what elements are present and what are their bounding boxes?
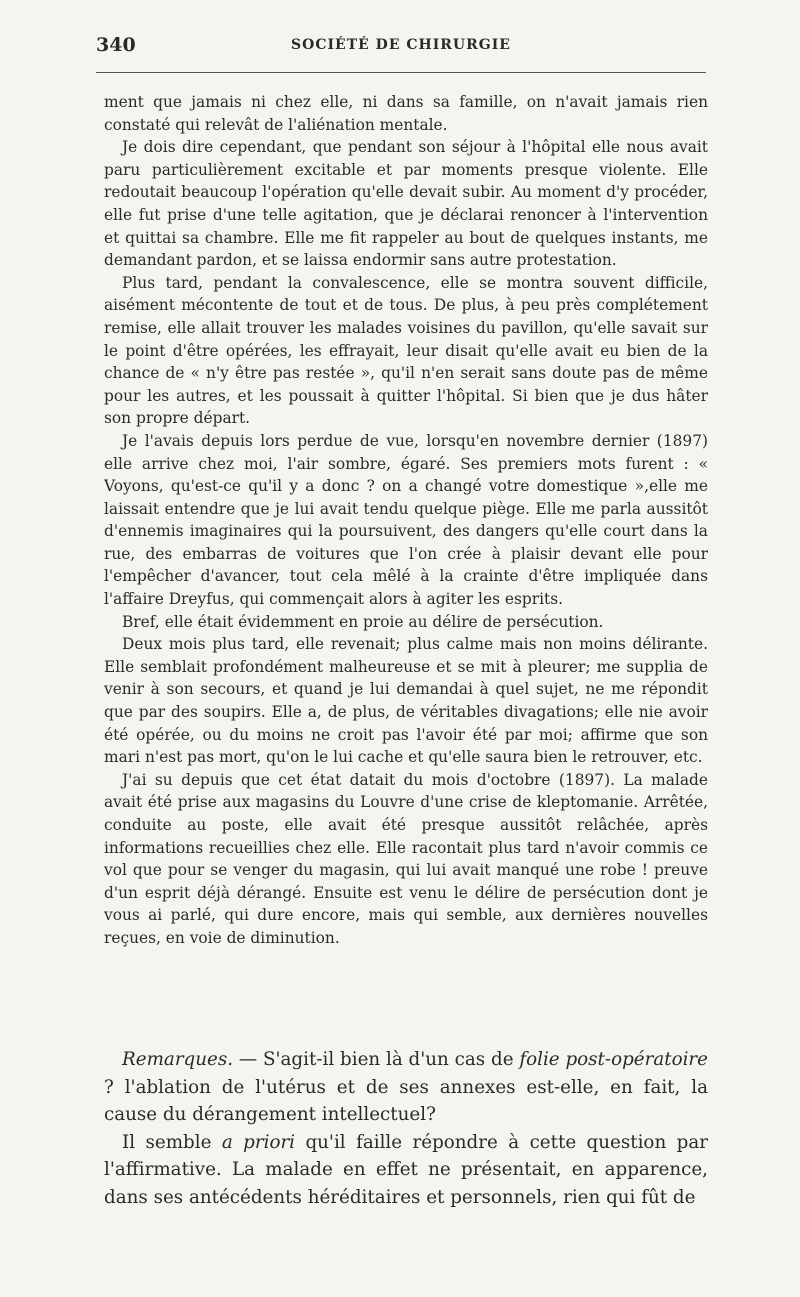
page-number: 340	[96, 34, 136, 56]
paragraph: Je dois dire cependant, que pendant son séjour à l'hôpital elle nous avait paru particulièrement excitable et par moments presque violente. Elle redoutait beaucoup l'opération qu'elle devait subir. Au moment d'y procéder, elle fut prise d'une telle agitation, que je déclarai renoncer à l'intervention et quittai sa chambre. Elle me fit rappeler au bout de quelques instants, me demandant pardon, et se laissa endormir sans autre protestation.	[104, 138, 708, 270]
paragraph: Je l'avais depuis lors perdue de vue, lorsqu'en novembre dernier (1897) elle arrive chez moi, l'air sombre, égaré. Ses premiers mots furent : « Voyons, qu'est-ce qu'il y a donc ? on a changé votre domestique »,elle me laissait entendre que je lui avait tendu quelque piège. Elle me parla aussitôt d'ennemis imaginaires qui la poursuivent, des dangers qu'elle court dans la rue, des embarras de voitures que l'on crée à plaisir devant elle pour l'empêcher d'avancer, tout cela mêlé à la crainte d'être impliquée dans l'affaire Dreyfus, qui commençait alors à agiter les esprits.	[104, 431, 708, 609]
question-text: S'agit-il bien là d'un cas de	[262, 1049, 520, 1070]
paragraph: ment que jamais ni chez elle, ni dans sa famille, on n'avait jamais rien constaté qui relevât de l'aliénation mentale.	[104, 93, 708, 134]
remarks-label: Remarques.	[122, 1049, 234, 1070]
remarks-paragraph	[104, 1046, 708, 1129]
paragraph: Plus tard, pendant la convalescence, elle se montra souvent difficile, aisément mécontente de tout et de tous. De plus, à peu près complétement remise, elle allait trouver les malades voisines du pavillon, qu'elle savait sur le point d'être opérées, les effrayait, leur disait qu'elle avait eu bien de la chance de « n'y être pas restée », qu'il n'en serait sans doute pas de même pour les autres, et les poussait à quitter l'hôpital. Si bien que je dus hâter son propre départ.	[104, 273, 708, 428]
header-rule	[96, 72, 706, 73]
remarks-section	[104, 1046, 708, 1211]
answer-text-end: qu'il faille répondre à cette question par l'affirmative. La malade en effet ne présentait, en apparence, dans ses antécédents héréditaires et personnels, rien qui fût de	[104, 1131, 708, 1208]
remarks-dash: —	[233, 1049, 263, 1070]
paragraph: J'ai su depuis que cet état datait du mois d'octobre (1897). La malade avait été prise aux magasins du Louvre d'une crise de kleptomanie. Arrêtée, conduite au poste, elle avait été presque aussitôt relâchée, après informations recueillies chez elle. Elle racontait plus tard n'avoir commis ce vol que pour se venger du magasin, qui lui avait manqué une robe ! preuve d'un esprit déjà dérangé. Ensuite est venu le délire de persécution dont je vous ai parlé, qui dure encore, mais qui semble, aux dernières nouvelles reçues, en voie de diminution.	[104, 770, 708, 947]
running-title: SOCIÉTÉ DE CHIRURGIE	[291, 37, 511, 53]
answer-emphasis: a priori	[221, 1131, 296, 1153]
answer-paragraph	[104, 1129, 708, 1212]
paragraph: Bref, elle était évidemment en proie au délire de persécution.	[122, 612, 604, 631]
question-text-end: ? l'ablation de l'utérus et de ses annexes est-elle, en fait, la cause du dérangement intellectuel?	[104, 1076, 708, 1125]
paragraph: Deux mois plus tard, elle revenait; plus calme mais non moins délirante. Elle semblait profondément malheureuse et se mit à pleurer; me supplia de venir à son secours, et quand je lui demandai à quel sujet, ne me répondit que par des soupirs. Elle a, de plus, de véritables divagations; elle nie avoir été opérée, ou du moins ne croit pas l'avoir été par moi; affirme que son mari n'est pas mort, qu'on le lui cache et qu'elle saura bien le retrouver, etc.	[104, 635, 708, 767]
page-header	[96, 34, 706, 60]
answer-text: Il semble	[122, 1131, 222, 1153]
case-observation	[104, 91, 708, 950]
question-emphasis: folie post-opératoire	[519, 1049, 708, 1070]
